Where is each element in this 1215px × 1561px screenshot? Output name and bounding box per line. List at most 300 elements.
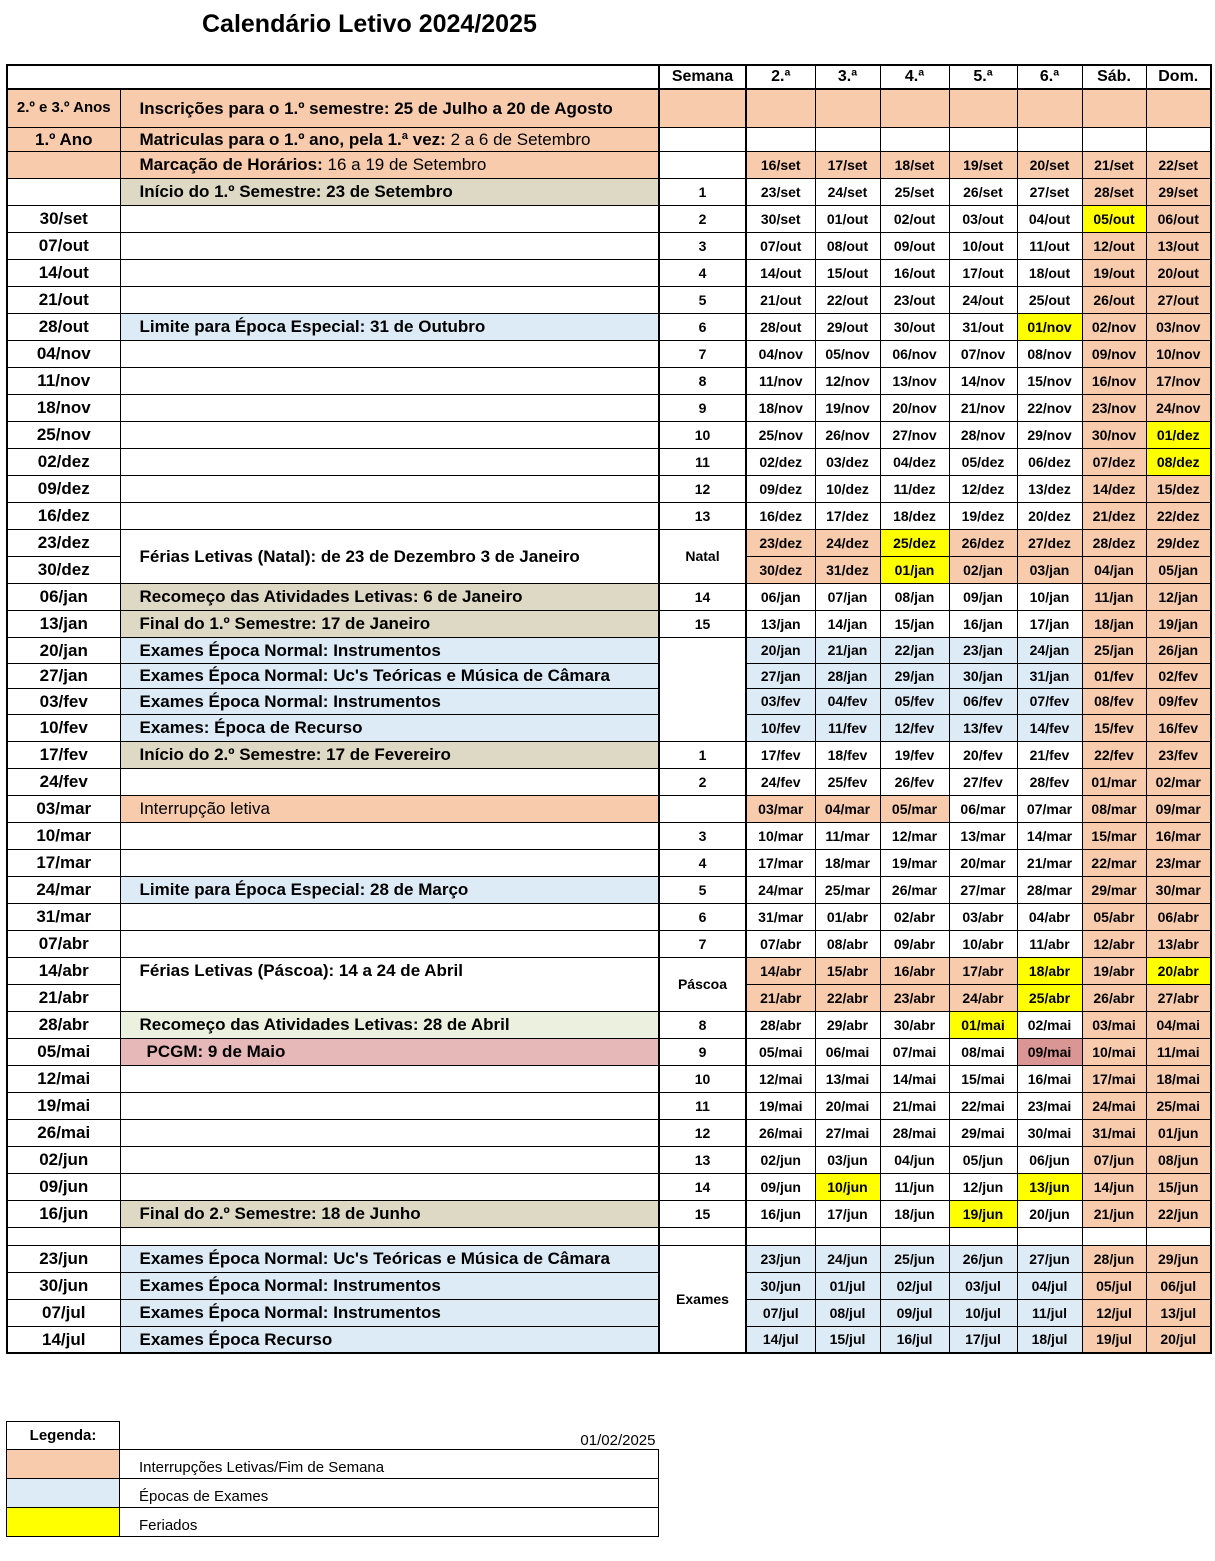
legend-label: Interrupções Letivas/Fim de Semana (120, 1450, 659, 1479)
semana-number: 7 (659, 930, 746, 957)
day-cell (1017, 1227, 1082, 1245)
day-cell: 20/abr (1146, 957, 1211, 984)
day-cell: 03/mar (746, 795, 815, 822)
week-start-label: 31/mar (7, 903, 120, 930)
day-cell: 10/jun (815, 1173, 880, 1200)
legend-table (6, 1421, 659, 1537)
header-day-2: 4.ª (880, 65, 949, 89)
day-cell: 08/out (815, 232, 880, 259)
day-cell: 19/out (1082, 259, 1146, 286)
week-start-label: 21/abr (7, 984, 120, 1011)
day-cell: 08/fev (1082, 688, 1146, 714)
day-cell: 05/mai (746, 1038, 815, 1065)
semana-number: 13 (659, 1146, 746, 1173)
day-cell: 10/fev (746, 714, 815, 741)
day-cell: 26/mar (880, 876, 949, 903)
day-cell: 24/jun (815, 1245, 880, 1272)
day-cell: 01/jul (815, 1272, 880, 1299)
table-row (7, 876, 1211, 903)
legend-swatch (7, 1450, 120, 1479)
day-cell: 28/fev (1017, 768, 1082, 795)
event-text: Férias Letivas (Páscoa): 14 a 24 de Abril (139, 960, 463, 980)
week-start-label: 21/out (7, 286, 120, 313)
day-cell: 02/jan (949, 556, 1017, 583)
day-cell: 16/nov (1082, 367, 1146, 394)
day-cell: 02/mar (1146, 768, 1211, 795)
event-description (120, 637, 659, 663)
day-cell: 06/nov (880, 340, 949, 367)
table-row (7, 1119, 1211, 1146)
day-cell: 22/mar (1082, 849, 1146, 876)
day-cell: 17/fev (746, 741, 815, 768)
day-cell: 03/jun (815, 1146, 880, 1173)
table-row (7, 89, 1211, 127)
day-cell: 27/nov (880, 421, 949, 448)
day-cell: 25/nov (746, 421, 815, 448)
day-cell: 30/nov (1082, 421, 1146, 448)
day-cell: 23/mar (1146, 849, 1211, 876)
day-cell: 07/mar (1017, 795, 1082, 822)
day-cell: 10/jan (1017, 583, 1082, 610)
semana-number: 15 (659, 1200, 746, 1227)
day-cell: 13/jul (1146, 1299, 1211, 1326)
day-cell: 26/fev (880, 768, 949, 795)
day-cell: 11/mar (815, 822, 880, 849)
day-cell: 15/abr (815, 957, 880, 984)
day-cell: 24/set (815, 178, 880, 205)
day-cell: 10/dez (815, 475, 880, 502)
day-cell: 30/dez (746, 556, 815, 583)
day-cell: 12/dez (949, 475, 1017, 502)
day-cell (1082, 89, 1146, 127)
day-cell: 20/out (1146, 259, 1211, 286)
table-row (7, 178, 1211, 205)
week-start-label: 07/abr (7, 930, 120, 957)
day-cell: 05/out (1082, 205, 1146, 232)
day-cell: 22/abr (815, 984, 880, 1011)
day-cell: 17/out (949, 259, 1017, 286)
day-cell: 13/mai (815, 1065, 880, 1092)
table-row (7, 529, 1211, 556)
table-row (7, 502, 1211, 529)
day-cell: 16/jul (880, 1326, 949, 1353)
day-cell: 25/dez (880, 529, 949, 556)
day-cell: 09/dez (746, 475, 815, 502)
day-cell: 12/out (1082, 232, 1146, 259)
event-text: Exames Época Normal: Instrumentos (139, 640, 441, 660)
table-row (7, 1200, 1211, 1227)
day-cell: 09/jul (880, 1299, 949, 1326)
day-cell: 13/jan (746, 610, 815, 637)
day-cell: 28/dez (1082, 529, 1146, 556)
table-row (7, 610, 1211, 637)
event-text: Inscrições para o 1.º semestre: 25 de Julho a 20 de Agosto (139, 98, 613, 118)
day-cell: 21/mar (1017, 849, 1082, 876)
day-cell: 07/jan (815, 583, 880, 610)
day-cell: 25/mar (815, 876, 880, 903)
event-description (120, 1119, 659, 1146)
day-cell: 23/out (880, 286, 949, 313)
event-text: Exames Época Normal: Instrumentos (139, 1303, 441, 1322)
day-cell: 01/mai (949, 1011, 1017, 1038)
day-cell: 04/jun (880, 1146, 949, 1173)
day-cell: 30/mai (1017, 1119, 1082, 1146)
semana-number: 9 (659, 394, 746, 421)
legend-item (7, 1479, 659, 1508)
day-cell: 11/fev (815, 714, 880, 741)
day-cell: 19/jan (1146, 610, 1211, 637)
semana-number (659, 637, 746, 741)
day-cell: 19/mar (880, 849, 949, 876)
week-start-label: 27/jan (7, 663, 120, 688)
day-cell: 12/mai (746, 1065, 815, 1092)
day-cell: 28/jan (815, 663, 880, 688)
day-cell: 31/jan (1017, 663, 1082, 688)
event-description (120, 795, 659, 822)
day-cell: 15/fev (1082, 714, 1146, 741)
header-row (7, 65, 1211, 89)
day-cell: 11/nov (746, 367, 815, 394)
semana-number: 6 (659, 313, 746, 340)
event-description (120, 502, 659, 529)
day-cell: 02/mai (1017, 1011, 1082, 1038)
day-cell: 05/dez (949, 448, 1017, 475)
week-start-label: 16/jun (7, 1200, 120, 1227)
day-cell: 24/dez (815, 529, 880, 556)
day-cell: 09/jan (949, 583, 1017, 610)
day-cell: 17/mar (746, 849, 815, 876)
day-cell (880, 89, 949, 127)
calendar-table (6, 64, 1212, 1354)
day-cell: 10/mar (746, 822, 815, 849)
day-cell: 18/dez (880, 502, 949, 529)
day-cell: 19/set (949, 151, 1017, 178)
day-cell: 23/nov (1082, 394, 1146, 421)
day-cell: 20/nov (880, 394, 949, 421)
day-cell: 23/fev (1146, 741, 1211, 768)
header-day-5: Sáb. (1082, 65, 1146, 89)
table-row (7, 286, 1211, 313)
day-cell: 15/jan (880, 610, 949, 637)
event-description (120, 930, 659, 957)
day-cell: 24/jan (1017, 637, 1082, 663)
week-start-label: 02/jun (7, 1146, 120, 1173)
day-cell: 01/dez (1146, 421, 1211, 448)
day-cell: 17/dez (815, 502, 880, 529)
event-description (120, 714, 659, 741)
event-text: Limite para Época Especial: 31 de Outubro (139, 317, 486, 336)
semana-number: 10 (659, 421, 746, 448)
header-semana: Semana (659, 65, 746, 89)
day-cell: 08/mai (949, 1038, 1017, 1065)
semana-number: 8 (659, 367, 746, 394)
table-row (7, 448, 1211, 475)
header-empty-cell (7, 65, 659, 89)
event-text: Exames: Época de Recurso (139, 718, 363, 737)
day-cell: 11/out (1017, 232, 1082, 259)
day-cell (815, 89, 880, 127)
semana-number: 7 (659, 340, 746, 367)
day-cell: 05/jul (1082, 1272, 1146, 1299)
page-title: Calendário Letivo 2024/2025 (202, 10, 537, 38)
day-cell: 16/jan (949, 610, 1017, 637)
day-cell: 30/out (880, 313, 949, 340)
week-start-label: 30/jun (7, 1272, 120, 1299)
day-cell: 04/abr (1017, 903, 1082, 930)
day-cell: 06/jan (746, 583, 815, 610)
day-cell: 10/nov (1146, 340, 1211, 367)
day-cell: 23/abr (880, 984, 949, 1011)
event-text: Final do 2.º Semestre: 18 de Junho (139, 1204, 421, 1223)
day-cell: 21/fev (1017, 741, 1082, 768)
event-description (120, 1245, 659, 1272)
day-cell: 19/jul (1082, 1326, 1146, 1353)
day-cell: 01/jan (880, 556, 949, 583)
day-cell: 25/set (880, 178, 949, 205)
day-cell: 22/out (815, 286, 880, 313)
event-text: Interrupção letiva (139, 799, 270, 818)
semana-number (659, 1227, 746, 1245)
table-row (7, 1326, 1211, 1353)
day-cell: 29/jan (880, 663, 949, 688)
day-cell: 25/jun (880, 1245, 949, 1272)
event-text: Recomeço das Atividades Letivas: 28 de Abril (139, 1015, 510, 1034)
day-cell: 12/jul (1082, 1299, 1146, 1326)
header-day-1: 3.ª (815, 65, 880, 89)
week-start-label: 04/nov (7, 340, 120, 367)
day-cell: 09/out (880, 232, 949, 259)
day-cell: 22/set (1146, 151, 1211, 178)
legend-item (7, 1450, 659, 1479)
day-cell: 28/set (1082, 178, 1146, 205)
day-cell: 08/mar (1082, 795, 1146, 822)
day-cell: 08/jan (880, 583, 949, 610)
day-cell: 30/set (746, 205, 815, 232)
day-cell (1146, 127, 1211, 151)
semana-number: 2 (659, 205, 746, 232)
day-cell: 20/jul (1146, 1326, 1211, 1353)
table-row (7, 688, 1211, 714)
semana-number: 4 (659, 259, 746, 286)
semana-number: 4 (659, 849, 746, 876)
day-cell: 19/mai (746, 1092, 815, 1119)
table-row (7, 1272, 1211, 1299)
table-row (7, 394, 1211, 421)
day-cell: 16/mai (1017, 1065, 1082, 1092)
day-cell: 23/jun (746, 1245, 815, 1272)
semana-number: 2 (659, 768, 746, 795)
day-cell: 04/mai (1146, 1011, 1211, 1038)
day-cell: 06/out (1146, 205, 1211, 232)
event-text: Férias Letivas (Natal): de 23 de Dezembro 3 de Janeiro (139, 546, 580, 566)
event-text: Exames Época Normal: Instrumentos (139, 691, 441, 711)
event-text: Exames Época Recurso (139, 1329, 333, 1349)
week-start-label: 03/fev (7, 688, 120, 714)
event-text: Limite para Época Especial: 28 de Março (139, 880, 469, 899)
day-cell (1146, 1227, 1211, 1245)
day-cell: 14/jul (746, 1326, 815, 1353)
day-cell: 09/mar (1146, 795, 1211, 822)
day-cell: 31/dez (815, 556, 880, 583)
day-cell: 04/jan (1082, 556, 1146, 583)
day-cell: 18/fev (815, 741, 880, 768)
semana-number (659, 151, 746, 178)
week-start-label: 07/out (7, 232, 120, 259)
day-cell: 09/mai (1017, 1038, 1082, 1065)
day-cell: 21/out (746, 286, 815, 313)
day-cell: 25/abr (1017, 984, 1082, 1011)
day-cell: 03/dez (815, 448, 880, 475)
week-start-label: 1.º Ano (7, 127, 120, 151)
day-cell: 04/fev (815, 688, 880, 714)
semana-number: 10 (659, 1065, 746, 1092)
event-text: Recomeço das Atividades Letivas: 6 de Janeiro (139, 587, 523, 606)
table-row (7, 1146, 1211, 1173)
day-cell: 10/jul (949, 1299, 1017, 1326)
week-start-label: 16/dez (7, 502, 120, 529)
day-cell: 18/jan (1082, 610, 1146, 637)
week-start-label: 13/jan (7, 610, 120, 637)
day-cell: 16/abr (880, 957, 949, 984)
week-start-label: 26/mai (7, 1119, 120, 1146)
table-row (7, 930, 1211, 957)
event-description (120, 232, 659, 259)
table-row (7, 849, 1211, 876)
week-start-label: 11/nov (7, 367, 120, 394)
day-cell: 09/nov (1082, 340, 1146, 367)
day-cell: 16/out (880, 259, 949, 286)
legend-title: Legenda: (7, 1422, 120, 1450)
event-description (120, 448, 659, 475)
day-cell: 06/dez (1017, 448, 1082, 475)
day-cell: 04/nov (746, 340, 815, 367)
day-cell: 27/dez (1017, 529, 1082, 556)
day-cell: 07/out (746, 232, 815, 259)
week-start-label: 30/set (7, 205, 120, 232)
day-cell: 12/mar (880, 822, 949, 849)
day-cell: 24/mar (746, 876, 815, 903)
day-cell: 19/nov (815, 394, 880, 421)
day-cell: 18/mai (1146, 1065, 1211, 1092)
table-row (7, 151, 1211, 178)
week-start-label: 19/mai (7, 1092, 120, 1119)
day-cell: 01/abr (815, 903, 880, 930)
event-text: Marcação de Horários: (139, 155, 323, 174)
event-description (120, 367, 659, 394)
event-description (120, 421, 659, 448)
event-text: Exames Época Normal: Uc's Teóricas e Música de Câmara (139, 1249, 610, 1268)
semana-number: 11 (659, 1092, 746, 1119)
event-date: 2 a 6 de Setembro (445, 129, 591, 149)
day-cell: 12/abr (1082, 930, 1146, 957)
day-cell: 21/abr (746, 984, 815, 1011)
day-cell (1082, 1227, 1146, 1245)
table-row (7, 232, 1211, 259)
week-start-label: 2.º e 3.º Anos (7, 89, 120, 127)
day-cell: 05/fev (880, 688, 949, 714)
day-cell: 17/jul (949, 1326, 1017, 1353)
day-cell: 03/jan (1017, 556, 1082, 583)
day-cell: 09/jun (746, 1173, 815, 1200)
day-cell: 17/jun (815, 1200, 880, 1227)
day-cell: 12/jun (949, 1173, 1017, 1200)
day-cell: 27/set (1017, 178, 1082, 205)
day-cell: 07/abr (746, 930, 815, 957)
day-cell: 09/fev (1146, 688, 1211, 714)
event-description (120, 1173, 659, 1200)
table-row (7, 637, 1211, 663)
week-start-label: 20/jan (7, 637, 120, 663)
legend-item (7, 1508, 659, 1537)
day-cell: 13/jun (1017, 1173, 1082, 1200)
day-cell (949, 89, 1017, 127)
day-cell: 28/abr (746, 1011, 815, 1038)
semana-number: 5 (659, 286, 746, 313)
day-cell: 21/set (1082, 151, 1146, 178)
day-cell: 29/out (815, 313, 880, 340)
semana-number: 11 (659, 448, 746, 475)
day-cell: 05/abr (1082, 903, 1146, 930)
day-cell: 24/abr (949, 984, 1017, 1011)
day-cell: 28/out (746, 313, 815, 340)
day-cell: 13/fev (949, 714, 1017, 741)
day-cell: 19/jun (949, 1200, 1017, 1227)
day-cell: 05/jun (949, 1146, 1017, 1173)
day-cell: 14/mar (1017, 822, 1082, 849)
week-start-label: 14/abr (7, 957, 120, 984)
event-description (120, 151, 659, 178)
semana-number: 3 (659, 822, 746, 849)
day-cell: 02/fev (1146, 663, 1211, 688)
day-cell: 31/mar (746, 903, 815, 930)
table-row (7, 1245, 1211, 1272)
day-cell: 07/jul (746, 1299, 815, 1326)
table-row (7, 822, 1211, 849)
event-description (120, 903, 659, 930)
day-cell: 03/abr (949, 903, 1017, 930)
day-cell (815, 1227, 880, 1245)
day-cell: 14/fev (1017, 714, 1082, 741)
day-cell: 14/mai (880, 1065, 949, 1092)
day-cell: 26/nov (815, 421, 880, 448)
day-cell: 02/out (880, 205, 949, 232)
event-description (120, 313, 659, 340)
day-cell: 14/dez (1082, 475, 1146, 502)
event-description (120, 849, 659, 876)
day-cell: 07/jun (1082, 1146, 1146, 1173)
table-row (7, 957, 1211, 984)
semana-number: 15 (659, 610, 746, 637)
semana-number: 14 (659, 1173, 746, 1200)
day-cell: 08/nov (1017, 340, 1082, 367)
semana-number: 8 (659, 1011, 746, 1038)
day-cell: 27/out (1146, 286, 1211, 313)
event-description (120, 529, 659, 583)
event-description (120, 286, 659, 313)
day-cell: 29/jun (1146, 1245, 1211, 1272)
week-start-label: 23/dez (7, 529, 120, 556)
semana-number: Natal (659, 529, 746, 583)
event-description (120, 1146, 659, 1173)
week-start-label: 24/fev (7, 768, 120, 795)
day-cell: 14/out (746, 259, 815, 286)
day-cell: 04/out (1017, 205, 1082, 232)
day-cell: 14/nov (949, 367, 1017, 394)
day-cell: 17/jan (1017, 610, 1082, 637)
event-text: Exames Época Normal: Uc's Teóricas e Música de Câmara (139, 666, 610, 685)
day-cell: 26/jan (1146, 637, 1211, 663)
day-cell: 01/out (815, 205, 880, 232)
